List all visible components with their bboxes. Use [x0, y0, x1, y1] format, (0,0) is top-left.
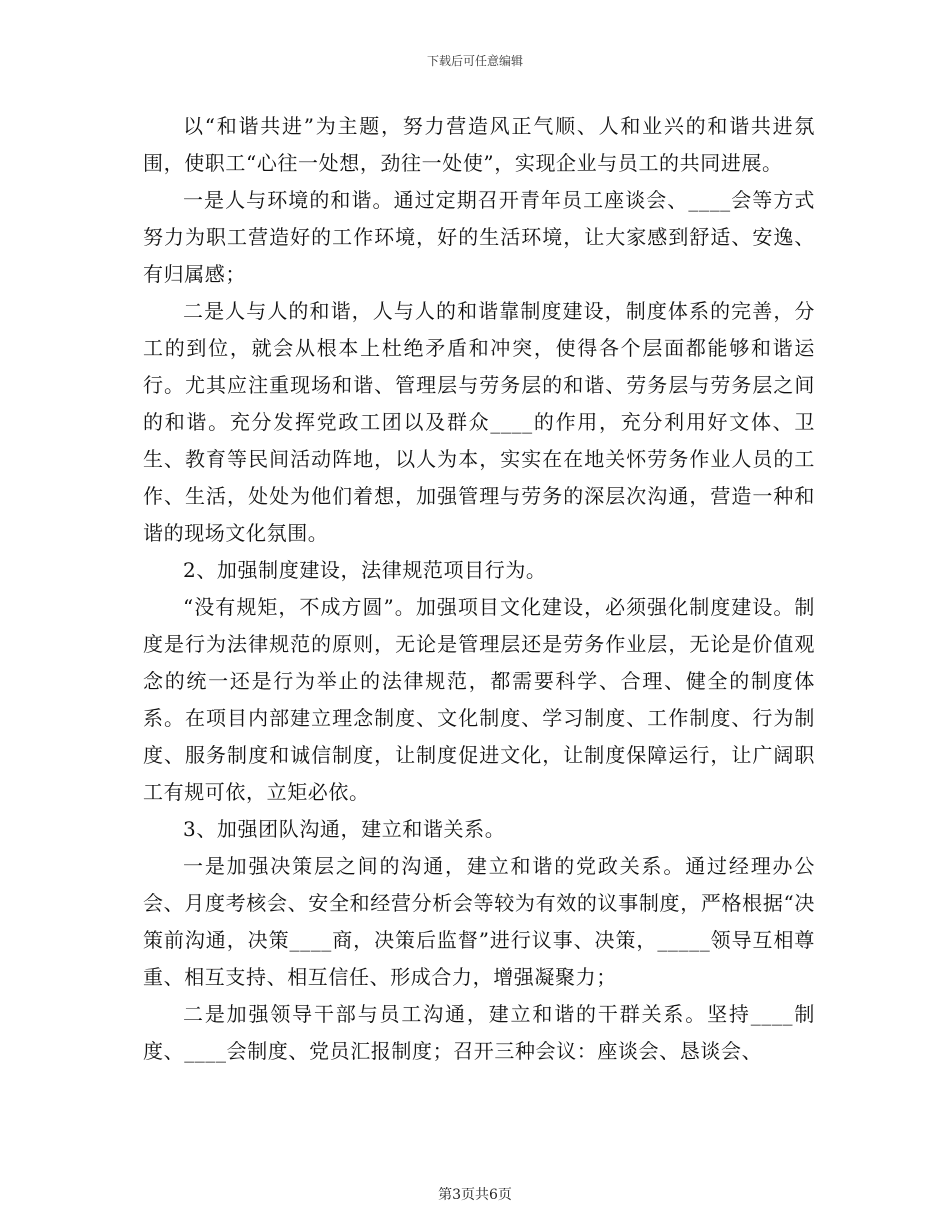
page-footer: 第3页共6页: [438, 1187, 512, 1203]
page-header: 下载后可任意编辑: [426, 54, 523, 68]
paragraph-decision-communication: 一是加强决策层之间的沟通，建立和谐的党政关系。通过经理办公会、月度考核会、安全和经营分析会等较为有效的议事制度，严格根据“决策前沟通，决策____商，决策后监督”进行议事、决策，_____领导互相尊重、相互支持、相互信任、形成合力，增强凝聚力；: [143, 854, 815, 989]
paragraph-intro: 以“和谐共进”为主题，努力营造风正气顺、人和业兴的和谐共进氛围，使职工“心往一处想，劲往一处使”，实现企业与员工的共同进展。: [143, 114, 815, 175]
section-heading-2: 2、加强制度建设，法律规范项目行为。: [183, 558, 547, 582]
paragraph-rules: “没有规矩，不成方圆”。加强项目文化建设，必须强化制度建设。制度是行为法律规范的原则，无论是管理层还是劳务作业层，无论是价值观念的统一还是行为举止的法律规范，都需要科学、合理、健全的制度体系。在项目内部建立理念制度、文化制度、学习制度、工作制度、行为制度、服务制度和诚信制度，让制度促进文化，让制度保障运行，让广阔职工有规可依，立矩必依。: [143, 595, 815, 804]
paragraph-environment-harmony: 一是人与环境的和谐。通过定期召开青年员工座谈会、____会等方式努力为职工营造好的工作环境，好的生活环境，让大家感到舒适、安逸、有归属感；: [143, 188, 815, 286]
section-heading-3: 3、加强团队沟通，建立和谐关系。: [183, 817, 506, 841]
paragraph-leader-staff-communication: 二是加强领导干部与员工沟通，建立和谐的干群关系。坚持____制度、____会制度、党员汇报制度；召开三种会议：座谈会、恳谈会、: [143, 1002, 815, 1063]
document-body: [143, 108, 815, 1070]
paragraph-people-harmony: 二是人与人的和谐，人与人的和谐靠制度建设，制度体系的完善，分工的到位，就会从根本上杜绝矛盾和冲突，使得各个层面都能够和谐运行。尤其应注重现场和谐、管理层与劳务层的和谐、劳务层与劳务层之间的和谐。充分发挥党政工团以及群众____的作用，充分利用好文体、卫生、教育等民间活动阵地，以人为本，实实在在地关怀劳务作业人员的工作、生活，处处为他们着想，加强管理与劳务的深层次沟通，营造一种和谐的现场文化氛围。: [143, 299, 815, 545]
